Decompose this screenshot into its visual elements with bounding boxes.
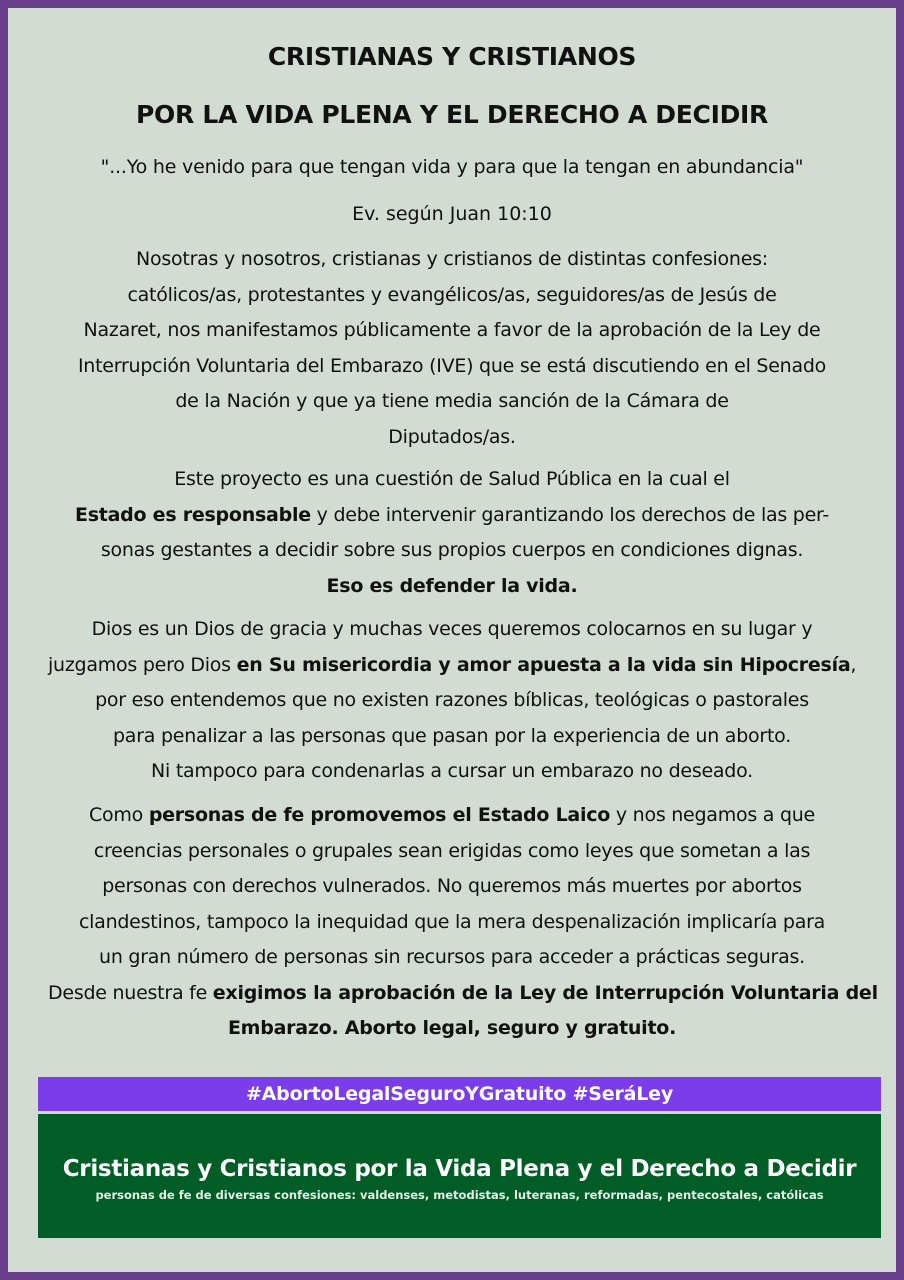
paragraph-line: Dios es un Dios de gracia y muchas veces queremos colocarnos en su lugar y	[91, 618, 813, 640]
bible-reference: Ev. según Juan 10:10	[352, 203, 552, 225]
paragraph-line: Ni tampoco para condenarlas a cursar un embarazo no deseado.	[151, 760, 753, 782]
paragraph-line	[48, 976, 878, 1012]
paragraph-line: católicos/as, protestantes y evangélicos/as, seguidores/as de Jesús de	[127, 283, 777, 306]
bold-text: exigimos la aprobación de la Ley de Interrupción Voluntaria del	[212, 981, 878, 1004]
paragraph-line: Nazaret, nos manifestamos públicamente a favor de la aprobación de la Ley de	[83, 319, 821, 341]
paragraph-line: clandestinos, tampoco la inequidad que la mera despenalización implicaría para	[78, 910, 826, 933]
footer-subtitle: personas de fe de diversas confesiones: valdenses, metodistas, luteranas, reformadas, pentecostales, católicas	[95, 1188, 824, 1202]
bold-text: Eso es defender la vida.	[326, 574, 578, 597]
paragraph-line: Interrupción Voluntaria del Embarazo (IVE) que se está discutiendo en el Senado	[77, 354, 827, 377]
paragraph-line: para penalizar a las personas que pasan por la experiencia de un aborto.	[113, 724, 791, 747]
bold-text: Embarazo. Aborto legal, seguro y gratuito.	[227, 1017, 677, 1039]
bold-text: en Su misericordia y amor apuesta a la vida sin Hipocresía	[236, 653, 851, 676]
bible-quote: "...Yo he venido para que tengan vida y para que la tengan en abundancia"	[100, 156, 804, 178]
text-run: y nos negamos a que	[610, 804, 815, 826]
paragraph-line: personas con derechos vulnerados. No queremos más muertes por abortos	[102, 875, 802, 897]
hashtag-banner: #AbortoLegalSeguroYGratuito #SeráLey	[38, 1077, 881, 1111]
paragraph-line	[48, 498, 856, 534]
text-run: juzgamos pero Dios	[48, 653, 237, 676]
footer-title: Cristianas y Cristianos por la Vida Plena y el Derecho a Decidir	[62, 1156, 857, 1182]
paragraph-declaration	[48, 242, 856, 455]
text-run: Desde nuestra fe	[48, 981, 213, 1004]
text-run: ,	[850, 653, 857, 676]
paragraph-line: un gran número de personas sin recursos para acceder a prácticas seguras.	[99, 946, 805, 968]
paragraph-line: Diputados/as.	[388, 425, 516, 448]
paragraph-line	[48, 648, 856, 684]
paragraph-line: por eso entendemos que no existen razones bíblicas, teológicas o pastorales	[95, 689, 809, 711]
paragraph-line: creencias personales o grupales sean erigidas como leyes que sometan a las	[93, 839, 811, 862]
paragraph-line: sonas gestantes a decidir sobre sus propios cuerpos en condiciones dignas.	[100, 539, 804, 561]
footer-banner	[38, 1114, 881, 1238]
bold-text: personas de fe promovemos el Estado Laico	[148, 804, 611, 826]
paragraph-line	[48, 798, 856, 834]
paragraph-line: Este proyecto es una cuestión de Salud Pública en la cual el	[174, 468, 730, 490]
paragraph-line: Nosotras y nosotros, cristianas y cristianos de distintas confesiones:	[136, 248, 768, 270]
paragraph-line	[48, 569, 856, 605]
text-run: y debe intervenir garantizando los derechos de las per-	[310, 503, 830, 526]
paragraph-line	[48, 1011, 856, 1047]
paragraph-line: de la Nación y que ya tiene media sanción de la Cámara de	[175, 390, 729, 412]
paragraph-grace	[48, 612, 856, 790]
bold-text: Estado es responsable	[74, 503, 311, 526]
text-run: Como	[88, 804, 149, 826]
paragraph-public-health	[48, 462, 856, 604]
paragraph-secular-state	[48, 798, 878, 1047]
title-line-1: CRISTIANAS Y CRISTIANOS	[267, 42, 637, 71]
title-line-2: POR LA VIDA PLENA Y EL DERECHO A DECIDIR	[135, 100, 768, 129]
